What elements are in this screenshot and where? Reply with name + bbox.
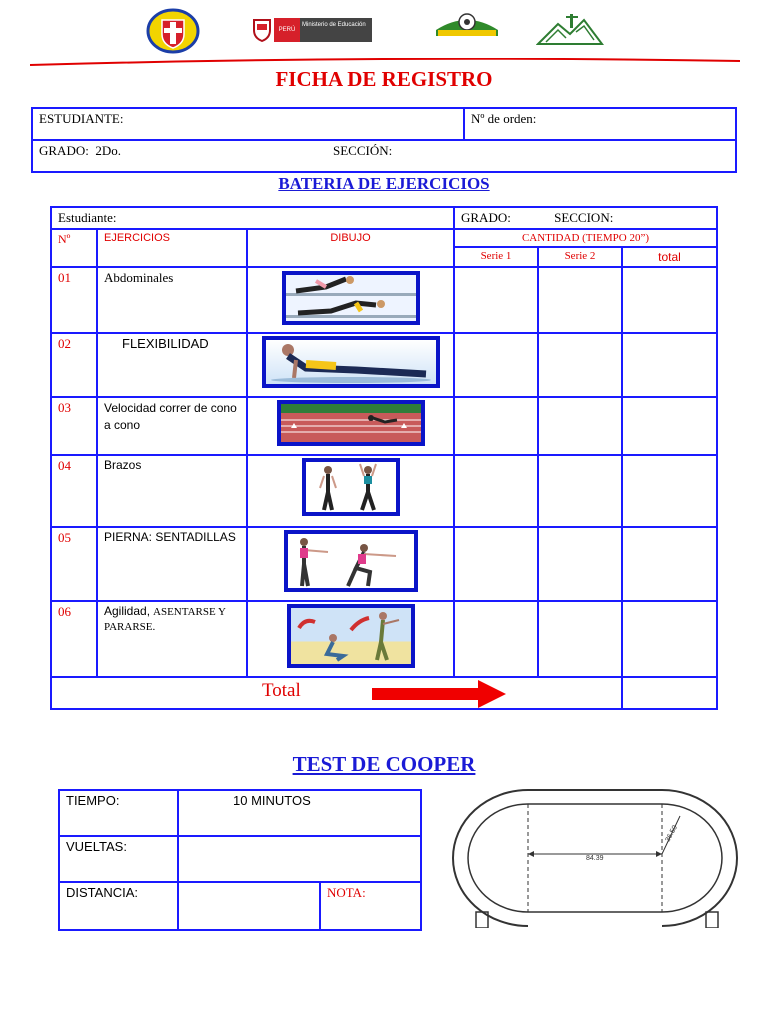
bateria-grado-cell[interactable] xyxy=(454,207,717,229)
row-exercise-name: PIERNA: SENTADILLAS xyxy=(97,527,247,601)
header-red-line xyxy=(30,58,740,66)
serie2-cell[interactable] xyxy=(538,601,622,677)
velocidad-image xyxy=(277,400,425,446)
cooper-table xyxy=(58,789,422,931)
grado-seccion-field[interactable] xyxy=(32,140,736,172)
distancia-cell[interactable] xyxy=(178,882,320,930)
col-num-header: Nº xyxy=(51,229,97,267)
grand-total-cell[interactable] xyxy=(622,677,717,709)
bateria-table xyxy=(50,206,718,710)
row-num: 02 xyxy=(51,333,97,397)
row-drawing-cell xyxy=(247,397,454,455)
total-label-cell xyxy=(51,677,622,709)
distancia-label: DISTANCIA: xyxy=(59,882,178,930)
track-length-label: 84.39 xyxy=(586,855,604,862)
peru-label: PERÚ xyxy=(274,18,300,42)
total-cell[interactable] xyxy=(622,267,717,333)
col-serie1-header: Serie 1 xyxy=(454,247,538,267)
serie2-cell[interactable] xyxy=(538,397,622,455)
bateria-grado-label: GRADO: xyxy=(461,210,511,225)
cooper-title: TEST DE COOPER xyxy=(292,752,476,776)
bateria-seccion-label: SECCION: xyxy=(554,210,614,225)
row-exercise-name: FLEXIBILIDAD xyxy=(97,333,247,397)
row-drawing-cell xyxy=(247,333,454,397)
grado-label: GRADO: xyxy=(39,143,89,158)
row-exercise-name: Brazos xyxy=(97,455,247,527)
orden-field[interactable] xyxy=(464,108,736,140)
orden-label: Nº de orden: xyxy=(471,111,537,126)
serie1-cell[interactable] xyxy=(454,267,538,333)
estudiante-field[interactable] xyxy=(32,108,464,140)
row-num: 05 xyxy=(51,527,97,601)
serie1-cell[interactable] xyxy=(454,601,538,677)
student-info-table xyxy=(31,107,737,173)
total-cell[interactable] xyxy=(622,601,717,677)
row-num: 03 xyxy=(51,397,97,455)
exercise-row xyxy=(51,455,717,527)
row-drawing-cell xyxy=(247,527,454,601)
exercise-row xyxy=(51,397,717,455)
serie2-cell[interactable] xyxy=(538,267,622,333)
row-num: 04 xyxy=(51,455,97,527)
total-cell[interactable] xyxy=(622,455,717,527)
serie2-cell[interactable] xyxy=(538,455,622,527)
total-label: Total xyxy=(262,680,301,701)
form-title: FICHA DE REGISTRO xyxy=(275,67,493,91)
brazos-image xyxy=(302,458,400,516)
exercise-row xyxy=(51,601,717,677)
row-num: 01 xyxy=(51,267,97,333)
abdominales-image xyxy=(282,271,420,325)
sentadillas-image xyxy=(284,530,418,592)
bateria-title: BATERIA DE EJERCICIOS xyxy=(278,174,490,193)
seccion-label: SECCIÓN: xyxy=(333,143,393,158)
serie1-cell[interactable] xyxy=(454,527,538,601)
peru-shield-icon xyxy=(252,18,272,42)
school-crest-logo xyxy=(146,8,200,54)
serie1-cell[interactable] xyxy=(454,333,538,397)
total-cell[interactable] xyxy=(622,527,717,601)
bateria-estudiante-label: Estudiante: xyxy=(58,210,117,225)
serie2-cell[interactable] xyxy=(538,333,622,397)
flexibilidad-image xyxy=(262,336,440,388)
round-emblem-logo xyxy=(432,12,502,42)
row-exercise-subname: ASENTARSE Y PARARSE. xyxy=(104,606,226,633)
col-total-header: total xyxy=(622,247,717,267)
athletic-track-diagram xyxy=(448,786,740,928)
row-exercise-name: Agilidad, xyxy=(104,604,151,618)
total-cell[interactable] xyxy=(622,333,717,397)
row-exercise-name: Abdominales xyxy=(97,267,247,333)
row-drawing-cell xyxy=(247,267,454,333)
exercise-row xyxy=(51,527,717,601)
exercise-row xyxy=(51,267,717,333)
col-serie2-header: Serie 2 xyxy=(538,247,622,267)
ministerio-logo xyxy=(252,18,372,42)
row-drawing-cell xyxy=(247,601,454,677)
nota-label[interactable]: NOTA: xyxy=(320,882,421,930)
col-dibujo-header: DIBUJO xyxy=(247,229,454,267)
ministerio-label: Ministerio de Educación xyxy=(300,18,372,42)
row-exercise-name-cell xyxy=(97,601,247,677)
agilidad-image xyxy=(287,604,415,668)
total-row xyxy=(51,677,717,709)
tiempo-value[interactable]: 10 MINUTOS xyxy=(178,790,421,836)
estudiante-label: ESTUDIANTE: xyxy=(39,111,124,126)
tiempo-label: TIEMPO: xyxy=(59,790,178,836)
row-drawing-cell xyxy=(247,455,454,527)
serie1-cell[interactable] xyxy=(454,455,538,527)
track-radius-label: 36.50 xyxy=(664,824,679,844)
vueltas-label: VUELTAS: xyxy=(59,836,178,882)
mountain-emblem-logo xyxy=(536,12,604,46)
exercise-row xyxy=(51,333,717,397)
col-ejercicios-header: EJERCICIOS xyxy=(97,229,247,267)
bateria-estudiante-cell[interactable] xyxy=(51,207,454,229)
serie2-cell[interactable] xyxy=(538,527,622,601)
right-arrow-icon xyxy=(372,678,508,710)
grado-value: 2Do. xyxy=(95,143,121,158)
total-cell[interactable] xyxy=(622,397,717,455)
vueltas-cell[interactable] xyxy=(178,836,421,882)
row-exercise-name: Velocidad correr de cono a cono xyxy=(97,397,247,455)
col-cantidad-header: CANTIDAD (TIEMPO 20”) xyxy=(454,229,717,247)
row-num: 06 xyxy=(51,601,97,677)
serie1-cell[interactable] xyxy=(454,397,538,455)
